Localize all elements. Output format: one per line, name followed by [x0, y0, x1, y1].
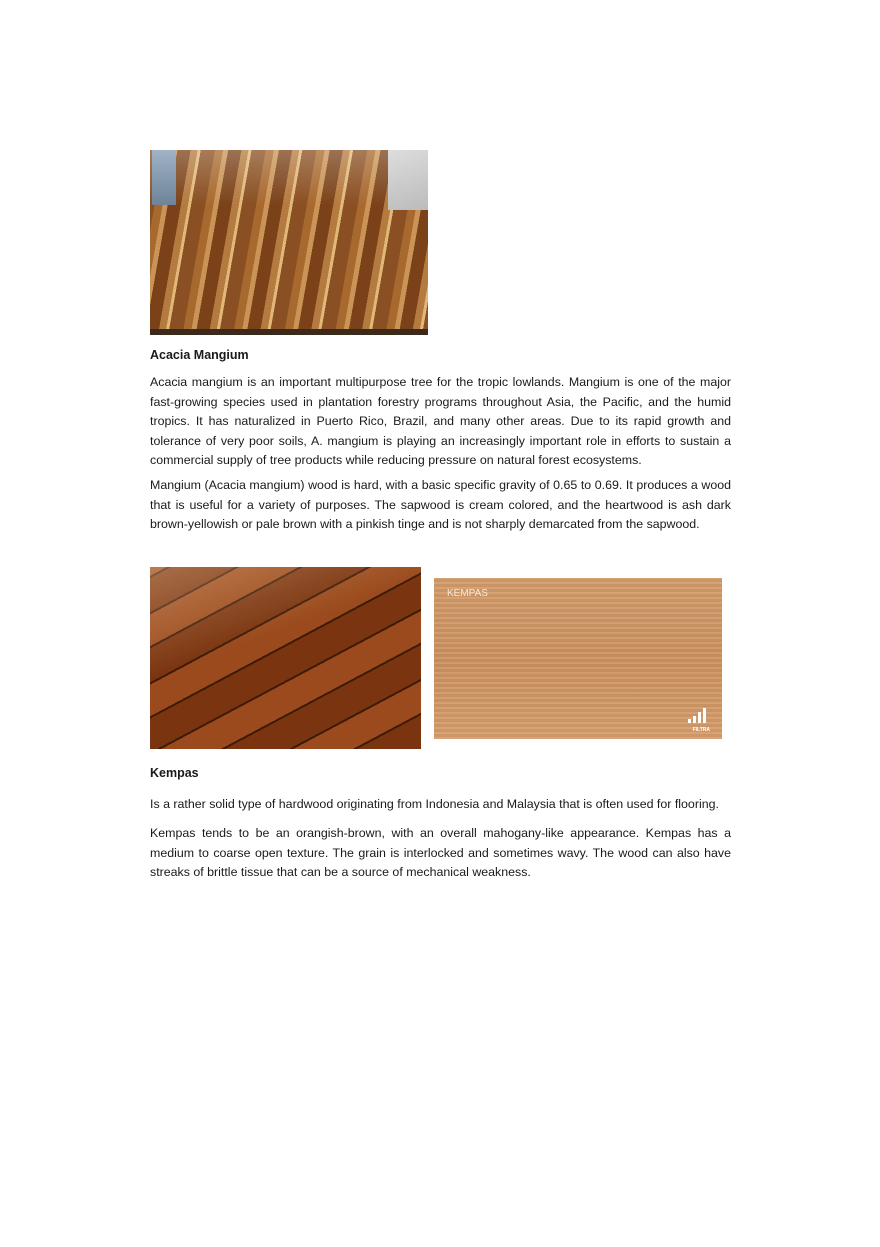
- kempas-image-label: KEMPAS: [447, 588, 488, 599]
- floor-edge-image-detail: [150, 329, 428, 335]
- acacia-mangium-floor-photo: [150, 150, 428, 335]
- kempas-paragraph-2: Kempas tends to be an orangish-brown, with an overall mahogany-like appearance. Kempas has a medium to coarse open texture. The grain is interlocked and sometimes wavy. The wood can also have streaks of brittle tissue that can be a source of mechanical weakness.: [150, 826, 731, 879]
- person-legs-image-detail: [152, 150, 176, 205]
- kempas-floor-photo: [150, 567, 421, 749]
- acacia-paragraph-2: Mangium (Acacia mangium) wood is hard, with a basic specific gravity of 0.65 to 0.69. It produces a wood that is useful for a variety of purposes. The sapwood is cream colored, and the heartwood is ash dark brown-yellowish or pale brown with a pinkish tinge and is not sharply demarcated from the sapwood.: [150, 478, 731, 531]
- acacia-paragraph-1: Acacia mangium is an important multipurpose tree for the tropic lowlands. Mangium is one of the major fast-growing species used in plantation forestry programs throughout Asia, the Pacific, and the humid tropics. It has naturalized in Puerto Rico, Brazil, and many other areas. Due to its rapid growth and tolerance of very poor soils, A. mangium is playing an increasingly important role in efforts to sustain a commercial supply of tree products while reducing pressure on natural forest ecosystems.: [150, 375, 731, 467]
- wall-image-detail: [388, 150, 428, 210]
- filtra-logo-text: FILTRA: [692, 727, 710, 733]
- kempas-heading: Kempas: [150, 766, 199, 780]
- kempas-paragraph-1: Is a rather solid type of hardwood originating from Indonesia and Malaysia that is often used for flooring.: [150, 797, 719, 811]
- kempas-wood-sample-photo: [434, 578, 722, 739]
- acacia-mangium-heading: Acacia Mangium: [150, 348, 249, 362]
